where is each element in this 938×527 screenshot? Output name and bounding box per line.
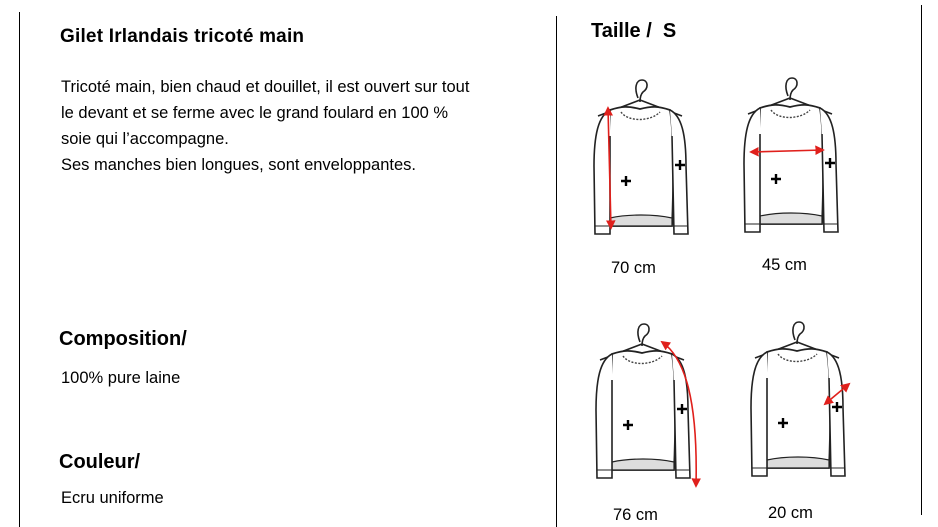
measurement-sleeve-width-label: 20 cm <box>768 504 813 522</box>
description-line: Ses manches bien longues, sont enveloppantes. <box>61 156 416 174</box>
product-description <box>61 74 531 178</box>
couleur-value: Ecru uniforme <box>61 489 164 507</box>
description-line: le devant et se ferme avec le grand foulard en 100 % <box>61 104 449 122</box>
column-divider-line <box>556 16 557 527</box>
left-border-line <box>19 12 20 527</box>
sweater-length-illustration <box>588 76 694 246</box>
composition-value: 100% pure laine <box>61 369 181 387</box>
couleur-heading: Couleur/ <box>59 451 141 473</box>
sweater-sleeve-width-illustration <box>745 318 851 488</box>
size-heading: Taille / S <box>591 20 677 42</box>
sweater-sleeve-illustration <box>590 320 696 490</box>
description-line: Tricoté main, bien chaud et douillet, il est ouvert sur tout <box>61 78 470 96</box>
composition-heading: Composition/ <box>59 328 187 350</box>
product-title: Gilet Irlandais tricoté main <box>60 26 305 47</box>
sweater-width-illustration <box>738 74 844 244</box>
right-border-line <box>921 5 922 515</box>
measurement-length-label: 70 cm <box>611 259 656 277</box>
description-line: soie qui l’accompagne. <box>61 130 229 148</box>
measurement-sleeve-label: 76 cm <box>613 506 658 524</box>
measurement-width-label: 45 cm <box>762 256 807 274</box>
